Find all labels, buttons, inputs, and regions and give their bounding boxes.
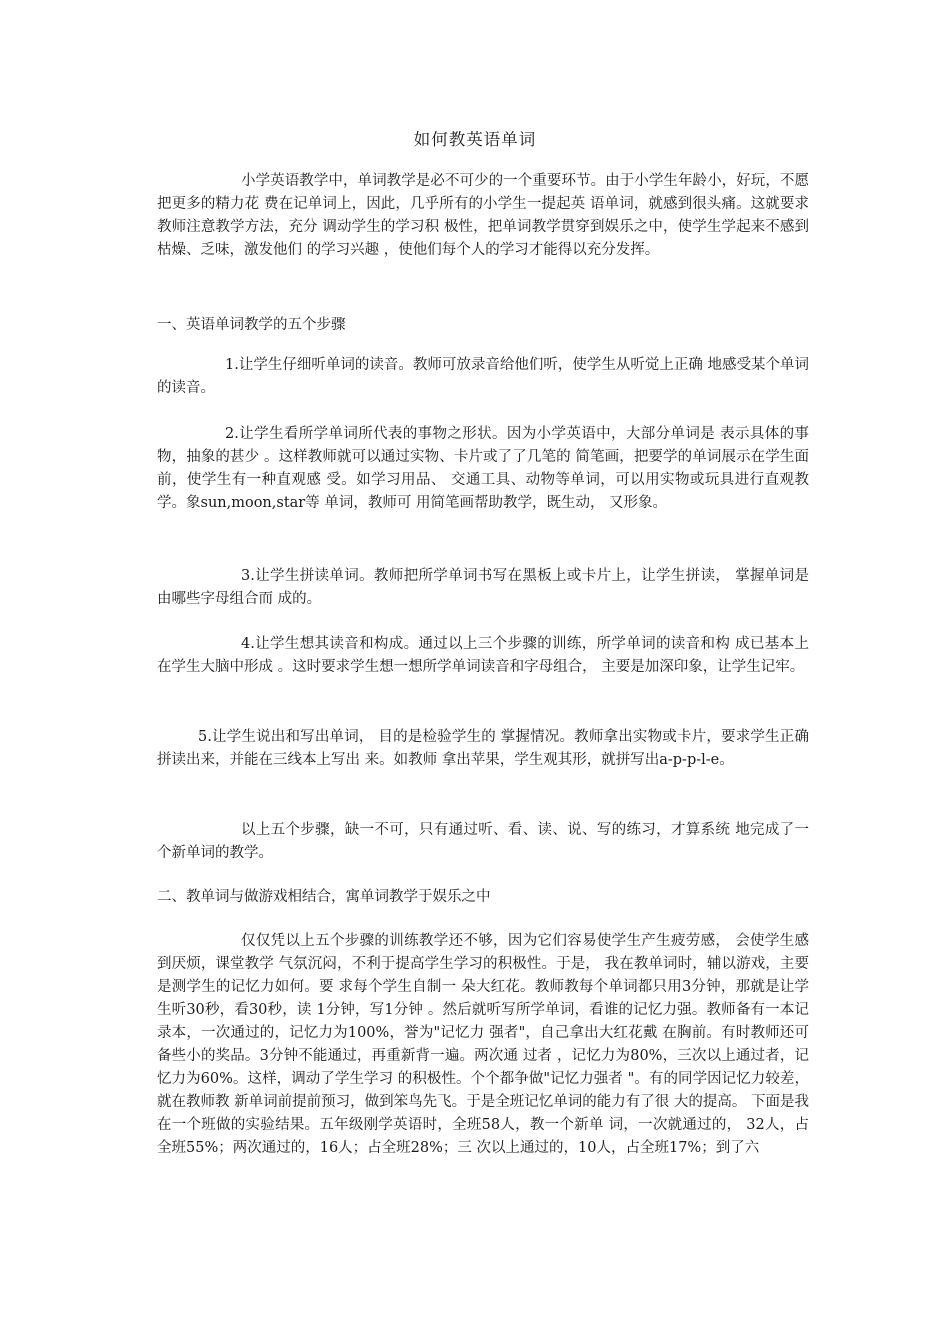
document-title: 如何教英语单词 — [413, 130, 537, 149]
section1-summary: 以上五个步骤，缺一不可，只有通过听、看、读、说、写的练习，才算系统 地完成了一个新单词的教学。 — [157, 822, 809, 861]
section2-heading: 二、教单词与做游戏相结合，寓单词教学于娱乐之中 — [157, 889, 491, 905]
section1-heading: 一、英语单词教学的五个步骤 — [157, 317, 346, 333]
step-4-paragraph: 4.让学生想其读音和构成。通过以上三个步骤的训练，所学单词的读音和构 成已基本上在学生大脑中形成 。这时要求学生想一想所学单词读音和字母组合， 主要是加深印象，让学生记牢。 — [157, 636, 809, 675]
step-1-paragraph: 1.让学生仔细听单词的读音。教师可放录音给他们听，使学生从听觉上正确 地感受某个单词的读音。 — [157, 357, 809, 396]
section2-paragraph: 仅仅凭以上五个步骤的训练教学还不够，因为它们容易使学生产生疲劳感， 会使学生感到厌烦，课堂教学 气氛沉闷，不利于提高学生学习的积极性。于是， 我在教单词时，辅以游戏，主要是测学生的记忆力如何。要 求每个学生自制一 朵大红花。教师教每个单词都只用3分钟，那就是让学生听30秒，看30秒，读 1分钟，写1分钟 。然后就听写所学单词，看谁的记忆力强。教师备有一本记 录本，一次通过的，记忆力为100%，誉为"记忆力 强者"，自己拿出大红花戴 在胸前。有时教师还可备些小的奖品。3分钟不能通过，再重新背一遍。两次通 过者 ，记忆力为80%，三次以上通过者，记忆力为60%。这样，调动了学生学习 的积极性。个个都争做"记忆力强者 "。有的同学因记忆力较差，就在教师教 新单词前提前预习，做到笨鸟先飞。于是全班记忆单词的能力有了很 大的提高。 下面是我在一个班做的实验结果。五年级刚学英语时，全班58人，教一个新单 词，一次就通过的， 32人，占全班55%；两次通过的，16人；占全班28%；三 次以上通过的，10人，占全班17%；到了六 — [157, 933, 809, 1156]
step-2-paragraph: 2.让学生看所学单词所代表的事物之形状。因为小学英语中，大部分单词是 表示具体的事物，抽象的甚少 。这样教师就可以通过实物、卡片或了了几笔的 简笔画，把要学的单词展示在学生面前，使学生有一种直观感 受。如学习用品、 交通工具、动物等单词，可以用实物或玩具进行直观教学。象sun,moon,star等 单词，教师可 用简笔画帮助教学，既生动， 又形象。 — [157, 426, 809, 511]
step-3-paragraph: 3.让学生拼读单词。教师把所学单词书写在黑板上或卡片上，让学生拼读， 掌握单词是由哪些字母组合而 成的。 — [157, 568, 809, 607]
intro-paragraph: 小学英语教学中，单词教学是必不可少的一个重要环节。由于小学生年龄小，好玩，不愿把更多的精力花 费在记单词上，因此，几乎所有的小学生一提起英 语单词，就感到很头痛。这就要求教师注意教学方法，充分 调动学生的学习积 极性，把单词教学贯穿到娱乐之中，使学生学起来不感到枯燥、乏味，激发他们 的学习兴趣 ，使他们每个人的学习才能得以充分发挥。 — [157, 173, 809, 258]
step-5-paragraph: 5.让学生说出和写出单词， 目的是检验学生的 掌握情况。教师拿出实物或卡片，要求学生正确拼读出来，并能在三线本上写出 来。如教师 拿出苹果，学生观其形，就拼写出a-p-p-l-e。 — [157, 729, 809, 768]
